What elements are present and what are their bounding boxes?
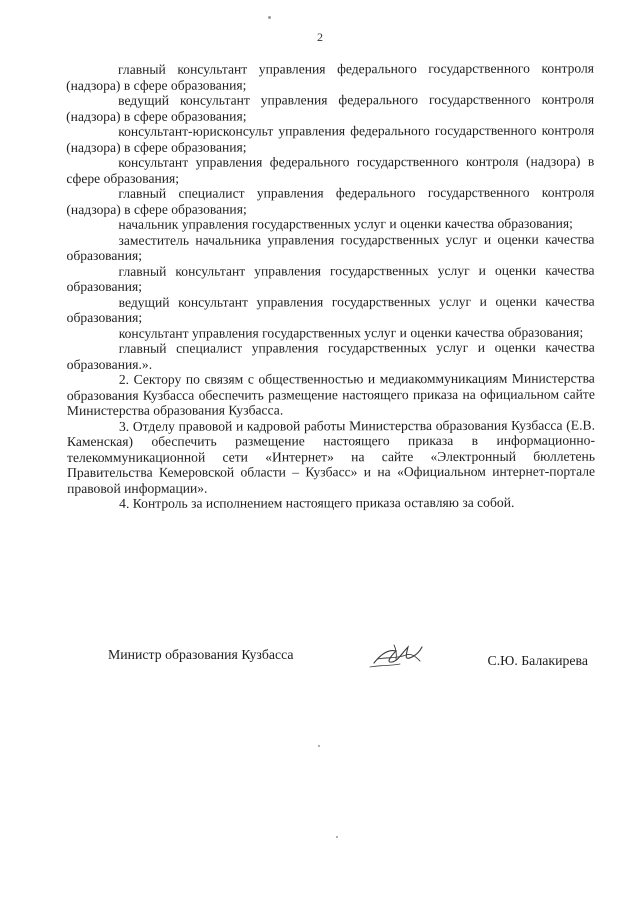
- position-item: консультант-юрисконсульт управления федерального государственного контроля (надзора) в сфере образования;: [66, 122, 595, 155]
- signatory-title: Министр образования Кузбасса: [108, 647, 294, 662]
- position-item: консультант управления государственных услуг и оценки качества образования;: [118, 324, 584, 341]
- scan-speck: [318, 745, 320, 747]
- clause-3: 3. Отделу правовой и кадровой работы Министерства образования Кузбасса (Е.В. Каменская) обеспечить размещение настоящего приказа в информационно-телекоммуникационной сети «Интернет» на сайте «Электронный бюллетень Правительства Кемеровской области – Кузбасс» и на «Официальном интернет-портале правовой информации».: [66, 417, 596, 496]
- position-item: начальник управления государственных услуг и оценки качества образования;: [118, 215, 573, 232]
- clause-4: 4. Контроль за исполнением настоящего приказа оставляю за собой.: [119, 494, 515, 511]
- position-item: заместитель начальника управления государственных услуг и оценки качества образования;: [66, 231, 595, 263]
- clause-2: 2. Сектору по связям с общественностью и медиакоммуникациям Министерства образования Кузбасса обеспечить размещение настоящего приказа на официальном сайте Министерства образования Кузбасса.: [66, 370, 595, 418]
- scan-speck: [268, 16, 271, 19]
- position-item: ведущий консультант управления федерального государственного контроля (надзора) в сфере образования;: [66, 91, 595, 124]
- page-number: 2: [317, 30, 323, 44]
- document-body: [66, 61, 595, 512]
- handwritten-signature: [366, 637, 426, 673]
- position-item: главный специалист управления федерального государственного контроля (надзора) в сфере образования;: [66, 184, 595, 217]
- signature-block: [108, 643, 588, 683]
- position-item: ведущий консультант управления государственных услуг и оценки качества образования;: [66, 293, 595, 325]
- position-item: главный специалист управления государственных услуг и оценки качества образования.».: [66, 339, 595, 372]
- signatory-name: С.Ю. Балакирева: [487, 653, 588, 668]
- position-item: консультант управления федерального государственного контроля (надзора) в сфере образования;: [66, 153, 595, 186]
- position-item: главный консультант управления государственных услуг и оценки качества образования;: [66, 262, 595, 294]
- scan-speck: [336, 836, 338, 838]
- position-item: главный консультант управления федерального государственного контроля (надзора) в сфере образования;: [66, 60, 595, 93]
